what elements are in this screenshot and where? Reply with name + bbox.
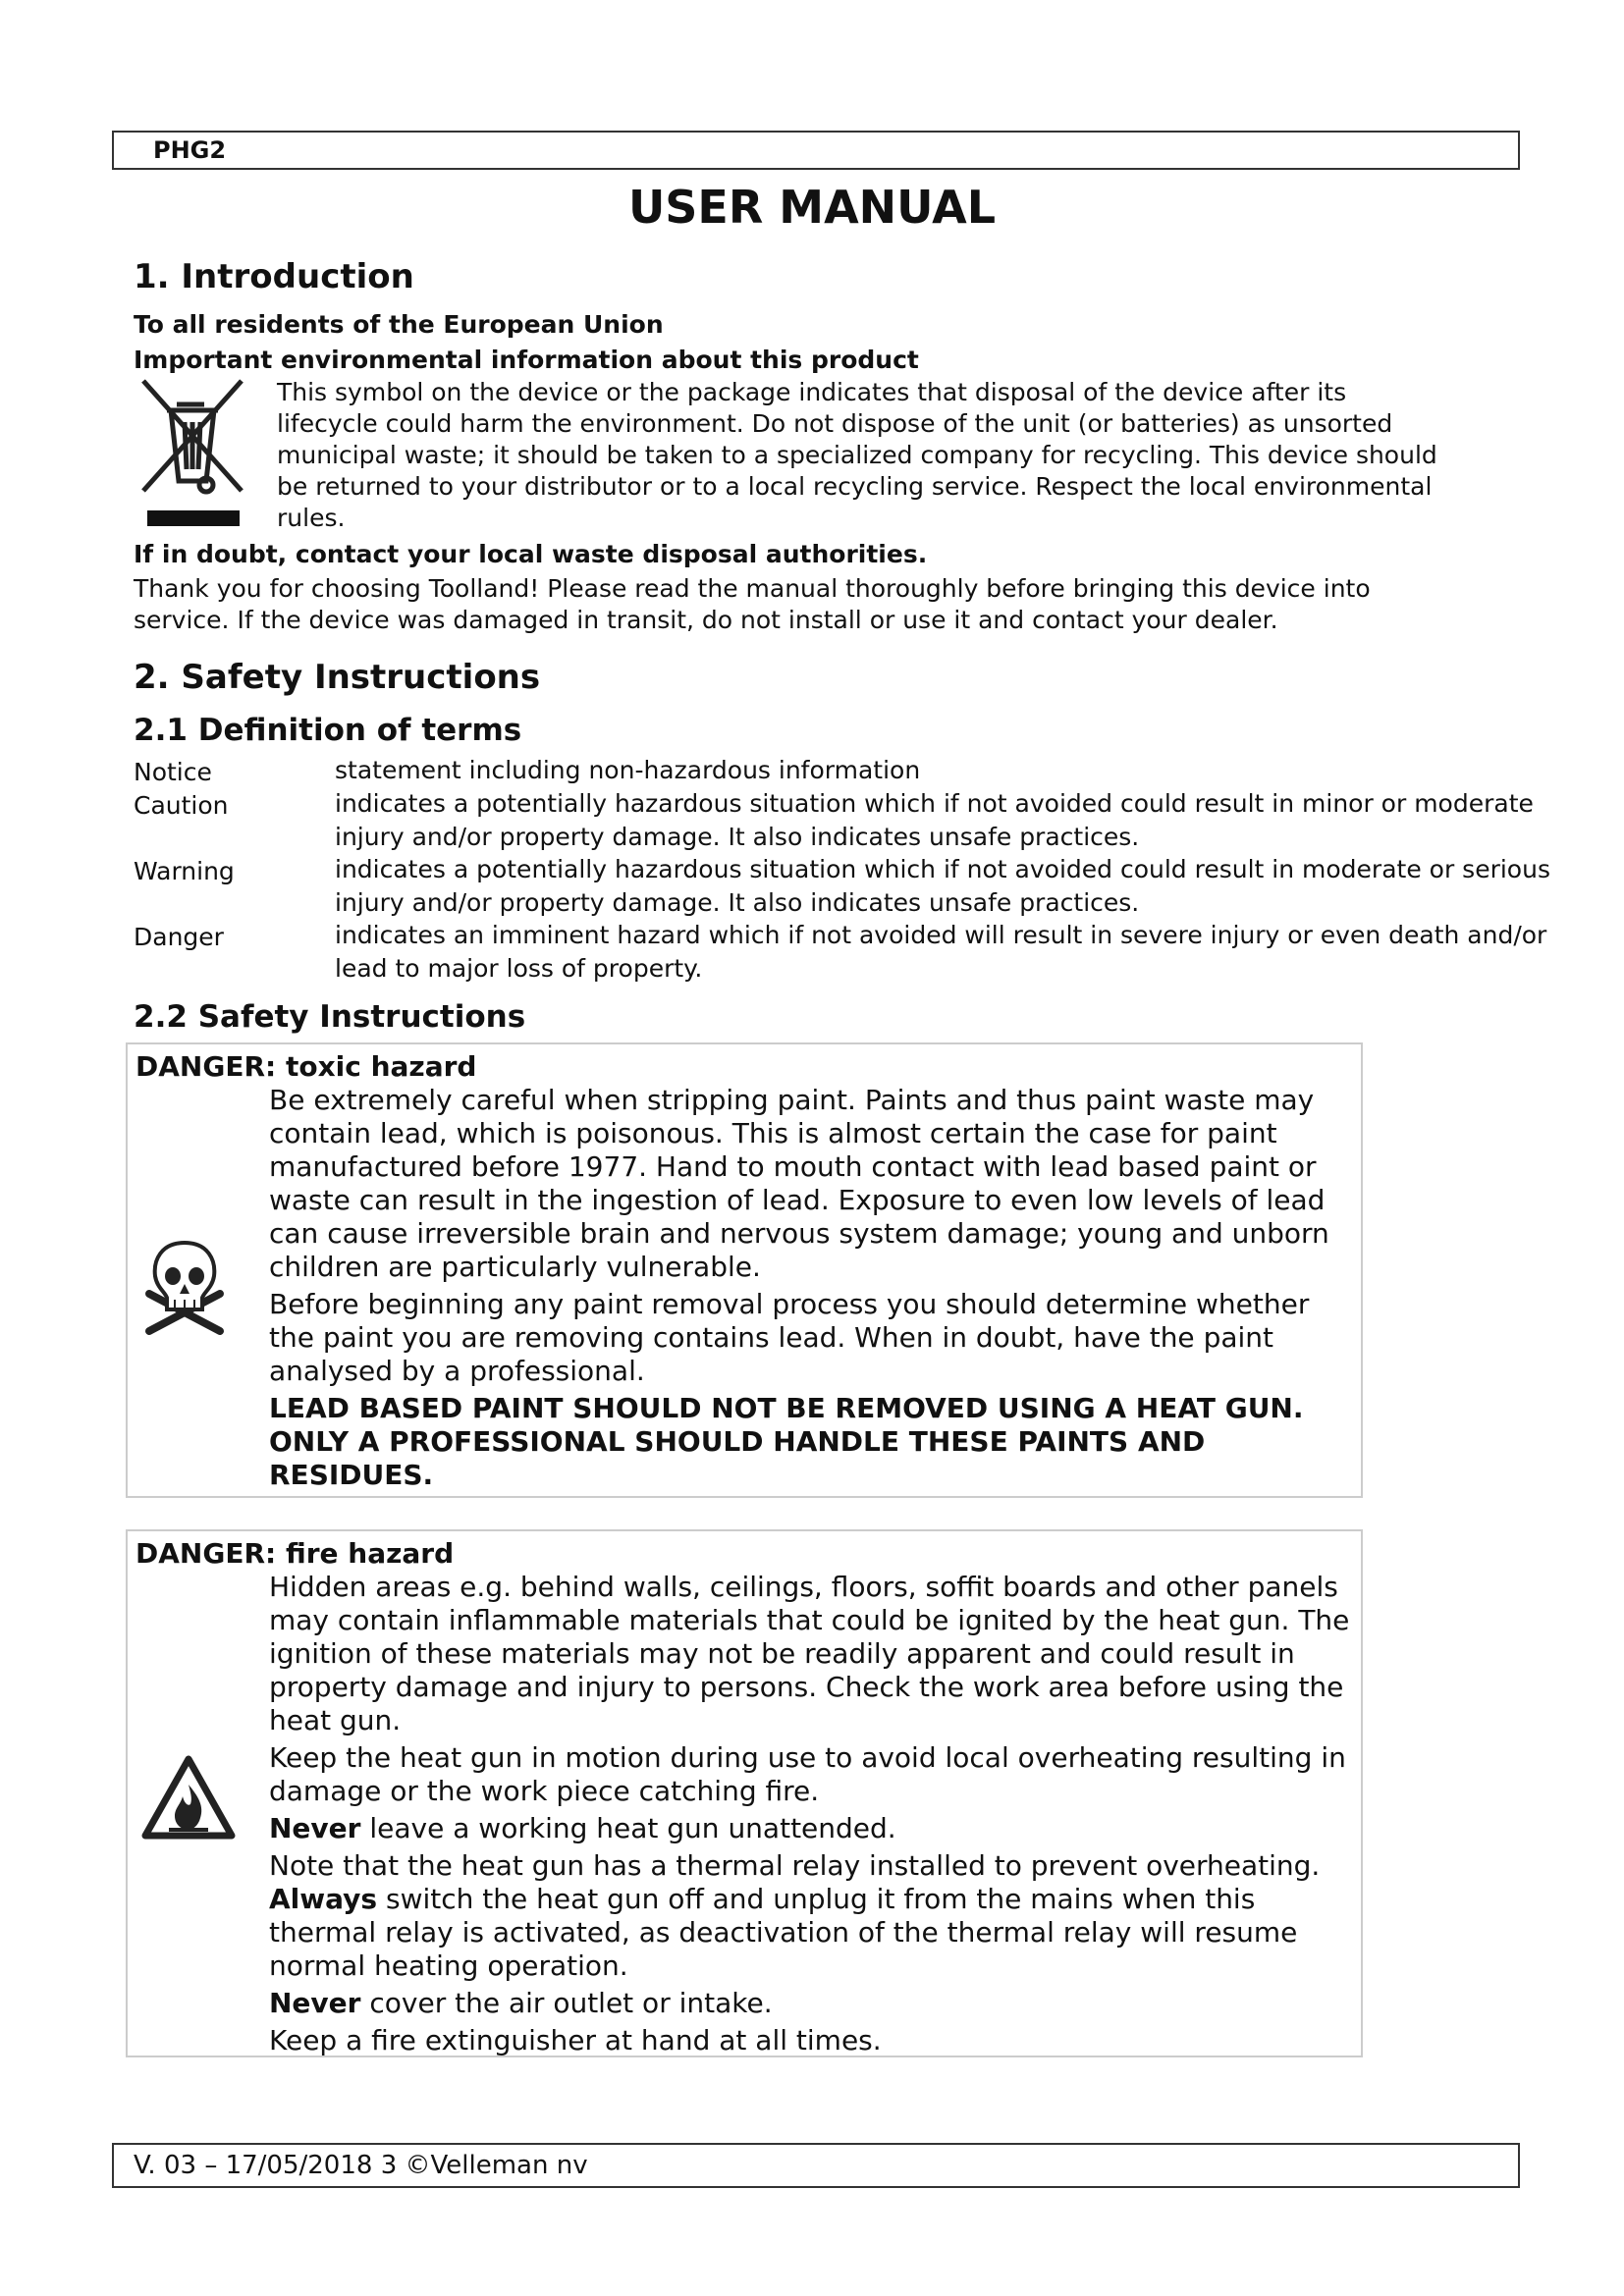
fire-hazard-title: DANGER: fire hazard bbox=[135, 1537, 455, 1570]
page-header bbox=[112, 131, 1520, 170]
page-footer bbox=[112, 2143, 1520, 2188]
thanks-text bbox=[134, 573, 1371, 636]
weee-text-line: municipal waste; it should be taken to a specialized company for recycling. This device should bbox=[277, 441, 1437, 469]
page-title: USER MANUAL bbox=[627, 181, 997, 234]
term-warning-definition: indicates a potentially hazardous situation which if not avoided could result in moderate or serious injury and/or property damage. It also indicates unsafe practices. bbox=[335, 855, 1550, 917]
fire-hazard-text bbox=[269, 1571, 1359, 2057]
weee-text bbox=[277, 377, 1437, 534]
fire-strong: Always bbox=[269, 1883, 378, 1915]
term-danger: Danger bbox=[134, 923, 224, 951]
weee-text-line: This symbol on the device or the package indicates that disposal of the device after its bbox=[277, 378, 1347, 406]
fire-paragraph: Hidden areas e.g. behind walls, ceilings, floors, soffit boards and other panels may contain inflammable materials that could be ignited by the heat gun. The ignition of these materials may not be readily apparent and could result in property damage and injury to persons. Check the work area before using the heat gun. bbox=[269, 1571, 1350, 1736]
skull-crossbones-icon bbox=[139, 1237, 230, 1339]
definitions-heading: 2.1 Definition of terms bbox=[134, 713, 522, 748]
term-warning: Warning bbox=[134, 857, 235, 885]
fire-paragraph: Keep the heat gun in motion during use to avoid local overheating resulting in damage or the work piece catching fire. bbox=[269, 1741, 1346, 1807]
instructions-heading: 2.2 Safety Instructions bbox=[134, 999, 526, 1035]
env-info-line: Important environmental information about this product bbox=[134, 346, 919, 374]
eu-line: To all residents of the European Union bbox=[134, 310, 664, 339]
fire-rest: switch the heat gun off and unplug it from the mains when this thermal relay is activated, as deactivation of the thermal relay will resume normal heating operation. bbox=[269, 1883, 1298, 1982]
safety-heading: 2. Safety Instructions bbox=[134, 658, 541, 697]
toxic-hazard-text bbox=[269, 1084, 1359, 1492]
term-notice-definition: statement including non-hazardous information bbox=[335, 756, 921, 784]
term-caution: Caution bbox=[134, 791, 229, 820]
fire-strong: Never bbox=[269, 1812, 361, 1844]
fire-hazard-box bbox=[126, 1529, 1363, 2057]
fire-strong: Never bbox=[269, 1987, 361, 2019]
fire-rest: leave a working heat gun unattended. bbox=[360, 1812, 896, 1844]
fire-paragraph bbox=[269, 1812, 1359, 1845]
weee-text-line: be returned to your distributor or to a local recycling service. Respect the local environmental bbox=[277, 472, 1433, 501]
weee-text-line: lifecycle could harm the environment. Do not dispose of the unit (or batteries) as unsorted bbox=[277, 409, 1393, 438]
fire-paragraph bbox=[269, 1987, 1359, 2020]
flame-warning-icon bbox=[139, 1753, 238, 1842]
intro-heading: 1. Introduction bbox=[134, 257, 414, 296]
model-code: PHG2 bbox=[153, 136, 227, 164]
footer-text: V. 03 – 17/05/2018 3 ©Velleman nv bbox=[134, 2151, 588, 2180]
doubt-line: If in doubt, contact your local waste disposal authorities. bbox=[134, 540, 928, 568]
term-danger-definition: indicates an imminent hazard which if not avoided will result in severe injury or even death and/or lead to major loss of property. bbox=[335, 921, 1547, 983]
term-caution-definition: indicates a potentially hazardous situation which if not avoided could result in minor or moderate injury and/or property damage. It also indicates unsafe practices. bbox=[335, 789, 1534, 851]
toxic-hazard-box bbox=[126, 1042, 1363, 1498]
toxic-paragraph: Before beginning any paint removal process you should determine whether the paint you are removing contains lead. When in doubt, have the paint analysed by a professional. bbox=[269, 1288, 1310, 1387]
thanks-text-line: Thank you for choosing Toolland! Please read the manual thoroughly before bringing this device into bbox=[134, 574, 1371, 603]
term-notice: Notice bbox=[134, 758, 212, 786]
thanks-text-line: service. If the device was damaged in transit, do not install or use it and contact your dealer. bbox=[134, 606, 1278, 634]
fire-rest: cover the air outlet or intake. bbox=[360, 1987, 773, 2019]
toxic-hazard-title: DANGER: toxic hazard bbox=[135, 1050, 477, 1083]
toxic-paragraph: Be extremely careful when stripping paint. Paints and thus paint waste may contain lead, which is poisonous. This is almost certain the case for paint manufactured before 1977. Hand to mouth contact with lead based paint or waste can result in the ingestion of lead. Exposure to even low levels of lead can cause irreversible brain and nervous system damage; young and unborn children are particularly vulnerable. bbox=[269, 1084, 1329, 1283]
weee-text-line: rules. bbox=[277, 504, 346, 532]
weee-bin-icon bbox=[137, 375, 247, 532]
fire-paragraph bbox=[269, 1883, 1359, 1983]
fire-paragraph: Note that the heat gun has a thermal relay installed to prevent overheating. bbox=[269, 1849, 1321, 1882]
fire-paragraph: Keep a fire extinguisher at hand at all times. bbox=[269, 2024, 882, 2056]
toxic-warning: LEAD BASED PAINT SHOULD NOT BE REMOVED USING A HEAT GUN. ONLY A PROFESSIONAL SHOULD HANDLE THESE PAINTS AND RESIDUES. bbox=[269, 1392, 1304, 1491]
